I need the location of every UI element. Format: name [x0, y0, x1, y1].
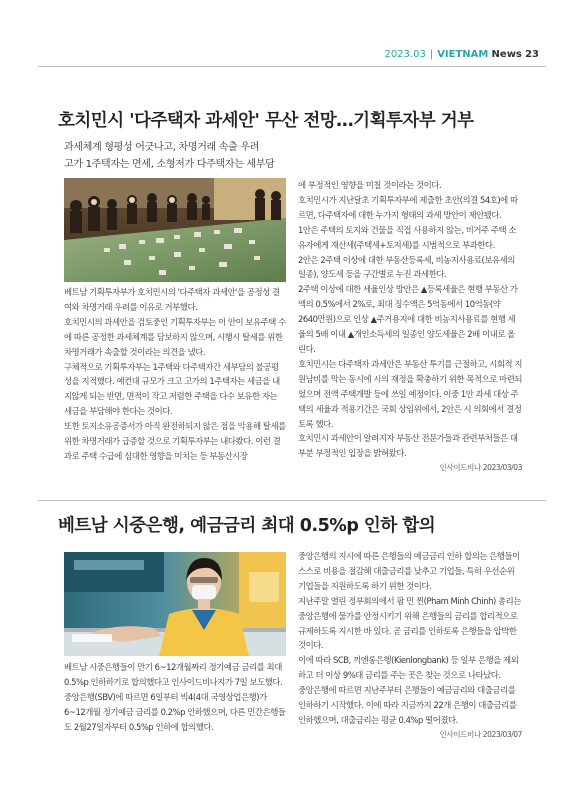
- article2-right-paragraph: 중앙은행에 따르면 지난주부터 은행들이 예금금리와 대출금리를 인하하기 시작했다. 이에 따라 지금까지 22개 은행이 대출금리를 인하했으며, 대출금리는 평균 0.4%p 떨어졌다.: [298, 685, 517, 725]
- article1-title: 호치민시 '다주택자 과세안' 무산 전망…기획투자부 거부: [58, 111, 474, 131]
- issue-date: 2023.03: [384, 49, 426, 60]
- article1-photo-model-city: [64, 178, 286, 282]
- article1-right-paragraph: 호치민시는 다주택자 과세안은 부동산 투기를 근절하고, 시회적 지원남비를 막는 동시에 시의 재정을 확충하기 위한 목적으로 마련되었으며 전액 주택개발 등에 쓰일 예정이다. 이중 1안 과세 대상 주택의 세율과 적용기간은 국회 상임위에서, 2안은 시 의회에서 결정토록 했다.: [298, 358, 522, 429]
- article1-left-paragraph: 베트남 기획투자부가 호치민시의 '다주택자 과세안'을 공정성 결여와 차명거래 우려를 이유로 거부했다.: [64, 287, 280, 312]
- header-rule: [38, 66, 546, 67]
- article1-subtitle-1: 과세체계 형평성 어긋나고, 차명거래 속출 우려: [64, 142, 260, 153]
- brand-name: VIETNAM: [437, 49, 489, 60]
- article2-right-paragraph: 지난주말 열린 정부회의에서 팜 민 찐(Pham Minh Chinh) 총리는 중앙은행에 물가를 안정시키기 위해 은행들의 금리를 합리적으로 규제하도록 지시한 바 있다. 곧 금리를 인하토록 은행들을 압박한 것이다.: [298, 595, 521, 651]
- article1-left-paragraph: 또한 토지소유공증서가 아직 완전하되지 않은 점을 악용해 탈세를 위한 차명거래가 급증할 것으로 기획투자부는 내다봤다. 이런 결과로 주택 수급에 심대한 영향을 미치는 등 부동산시장: [64, 421, 286, 461]
- section-name: News: [491, 49, 522, 60]
- article2-right-paragraph: 이에 따라 SCB, 끼엔롱은행(Kienlongbank) 등 일부 은행을 제외하고 더 이상 9%대 금리를 주는 곳은 찾는 것으로 나타났다.: [298, 655, 519, 681]
- article1-left-column: [64, 285, 286, 464]
- article2-left-column: [64, 660, 286, 735]
- article2-source: 인사이드비나 2023/03/07: [439, 729, 522, 739]
- article-divider: [38, 500, 546, 501]
- article1-right-paragraph: 2주택 이상에 대한 세율인상 방안은 ▲등록세율은 현행 부동산 가액의 0.5%에서 2%로, 최대 징수액은 5억동에서 10억동(약 2640만원)으로 인상 ▲주거용지에 대한 비농지사용료를 현행 세율의 5배 이내 ▲개인소득세의 일종인 양도세율은 2배 이내로 올린다.: [298, 284, 518, 354]
- article1-source: 인사이드비나 2023/03/03: [439, 463, 522, 473]
- article2-photo-bank-teller: [64, 552, 286, 656]
- article2-left-paragraph: 중앙은행(SBV)에 따르면 6일부터 빅4(4대 국영상업은행)가 6~12개월 정기예금 금리를 0.2%p 인하했으며, 다른 민간은행들도 2월27일자부터 0.5%p 인하에 합의했다.: [64, 691, 286, 732]
- article1-right-paragraph: 1안은 주택의 토지와 건물을 직접 사용하지 않는, 비거주 주택 소유자에게 재산세(주택세+토지세)를 시범적으로 부과한다.: [298, 224, 517, 250]
- article1-right-column: [298, 178, 522, 476]
- article2-right-column: [298, 549, 522, 743]
- article1-subtitle-2: 고가 1주택자는 면세, 소형저가 다주택자는 세부담: [64, 159, 275, 170]
- page-header: [384, 49, 539, 60]
- article2-right-paragraph: 중앙은행의 지시에 따른 은행들의 예금금리 인하 합의는 은행들이 스스로 비용을 절감해 대출금리를 낮추고 기업들, 특히 우선순위 기업들을 지원하도록 하기 위한 것이다.: [298, 551, 520, 591]
- page-number: 23: [525, 49, 539, 60]
- article2-left-paragraph: 베트남 시중은행들이 만기 6~12개월짜리 정기예금 금리를 최대 0.5%p 인하하기로 합의했다고 인사이드비나지가 7일 보도했다.: [64, 662, 283, 687]
- article1-right-paragraph: 2안은 2주택 이상에 대한 부동산등록세, 비농지사용료(보유세의 일종), 양도세 등을 구간별로 누진 과세한다.: [298, 254, 515, 280]
- article1-right-paragraph: 호치민시 과세안이 알려지자 부동산 전문가들과 관련부처들은 대부분 부정적인 입장을 밝혀왔다.: [298, 433, 518, 459]
- article1-left-paragraph: 호치민시의 과세안을 검토중인 기획투자부는 이 안이 보유주택 수에 따른 공정한 과세체계를 담보하지 않으며, 시행시 탈세를 위한 차명거래가 속출할 것이라는 의견을 냈다.: [64, 316, 286, 357]
- header-divider: |: [429, 49, 434, 60]
- article2-title: 베트남 시중은행, 예금금리 최대 0.5%p 인하 합의: [58, 516, 436, 536]
- article1-left-paragraph: 구체적으로 기획투자부는 1주택와 다주택자간 세부담의 불공평성을 지적했다. 예컨대 규모가 크고 고가의 1주택자는 세금을 내지않게 되는 반면, 면적이 작고 저렴한 주택을 다수 보유한 자는 세금을 부담해야 한다는 것이다.: [64, 361, 280, 417]
- article1-right-paragraph: 호치민시가 지난달초 기획투자부에 제출한 초안(의결 54호)에 따르면, 다주택자에 대한 누가지 형태의 과세 방안이 제안됐다.: [298, 194, 518, 220]
- article1-right-paragraph: 에 부정적인 영향을 미칠 것이라는 것이다.: [298, 180, 442, 190]
